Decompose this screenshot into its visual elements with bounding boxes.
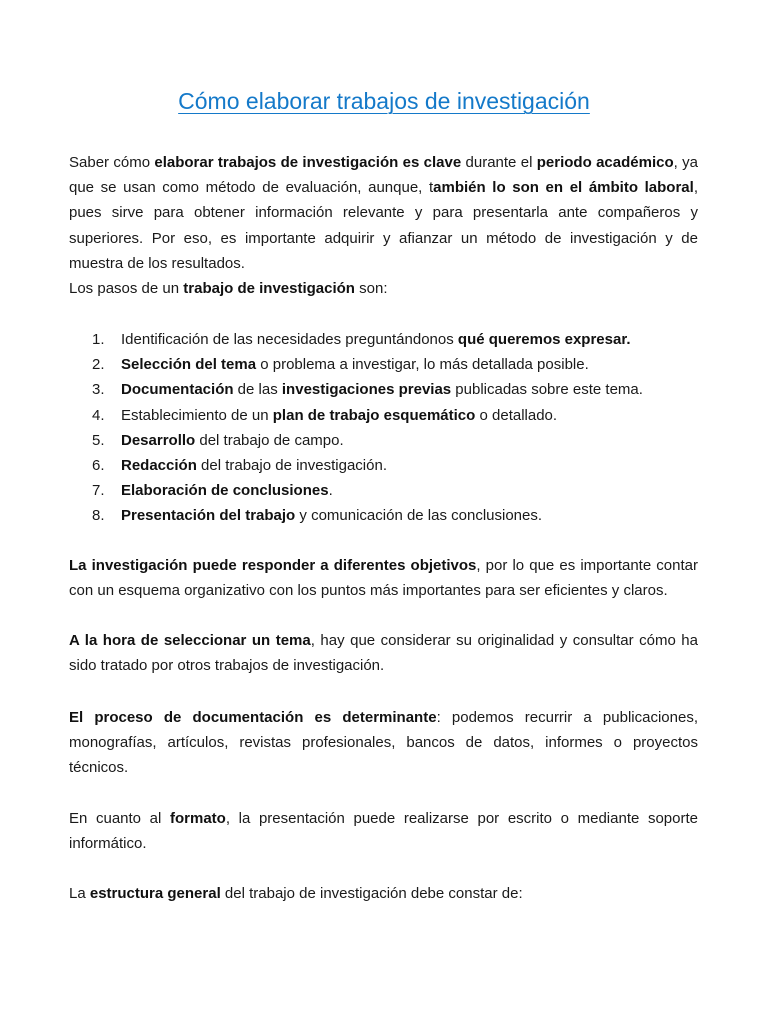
intro-paragraph (69, 150, 698, 276)
list-item-bold: Presentación del trabajo (121, 507, 296, 525)
list-item-bold: Selección del tema (121, 356, 257, 374)
list-item-text: del trabajo de campo. (195, 431, 344, 449)
format-text-2: , la presentación puede realizarse por escrito o mediante soporte informático. (69, 810, 698, 853)
list-item-text: Establecimiento de un (121, 406, 273, 424)
steps-list (69, 327, 698, 529)
list-item-number: 4. (92, 406, 105, 424)
list-item-number: 6. (92, 457, 105, 475)
steps-intro-bold: trabajo de investigación (183, 280, 355, 297)
list-item-number: 8. (92, 507, 105, 525)
documentation-paragraph (69, 705, 698, 781)
list-item (69, 453, 698, 478)
list-item (69, 428, 698, 453)
list-item-bold: plan de trabajo esquemático (272, 406, 476, 424)
list-item-bold: Desarrollo (121, 431, 196, 449)
intro-text-2: durante el (461, 154, 537, 171)
topic-text: , hay que considerar su originalidad y consultar cómo ha sido tratado por otros trabajos de investigación. (69, 632, 698, 675)
structure-text-1: La (69, 885, 90, 902)
format-paragraph (69, 806, 698, 856)
list-item-number: 7. (92, 482, 105, 500)
list-item-text: Identificación de las necesidades preguntándonos (121, 331, 458, 348)
format-text-1: En cuanto al (69, 810, 170, 827)
documentation-bold: El proceso de documentación es determinante (69, 709, 437, 726)
objectives-bold: La investigación puede responder a diferentes objetivos (69, 557, 477, 574)
steps-intro-paragraph (69, 276, 698, 301)
objectives-text: , por lo que es importante contar con un esquema organizativo con los puntos más importantes para ser eficientes y claros. (69, 557, 698, 600)
intro-text-3: , ya que se usan como método de evaluación, aunque, t (69, 154, 698, 197)
format-bold: formato (169, 810, 226, 827)
structure-paragraph (69, 881, 698, 906)
list-item-bold: qué queremos expresar. (457, 331, 631, 348)
list-item (69, 478, 698, 503)
intro-bold-1: elaborar trabajos de investigación es clave (154, 154, 462, 171)
topic-bold: A la hora de seleccionar un tema (69, 632, 311, 649)
list-item-bold: Documentación (121, 381, 234, 399)
steps-intro-text-1: Los pasos de un (69, 280, 184, 297)
intro-text-4: , pues sirve para obtener información relevante y para presentarla ante compañeros y superiores. Por eso, es importante adquirir y afianzar un método de investigación y de muestra de los resultados. (69, 179, 698, 272)
steps-intro-text-2: son: (354, 280, 388, 297)
topic-paragraph (69, 628, 698, 678)
list-item-text: . (328, 482, 333, 500)
list-item-text: y comunicación de las conclusiones. (295, 507, 543, 525)
intro-bold-3: ambién lo son en el ámbito laboral (433, 179, 694, 197)
list-item-number: 1. (92, 331, 105, 348)
list-item (69, 352, 698, 377)
list-item-number: 2. (92, 356, 105, 374)
list-item-number: 3. (92, 381, 105, 399)
intro-bold-2: periodo académico (536, 154, 674, 171)
list-item-bold: investigaciones previas (281, 381, 452, 399)
list-item (69, 503, 698, 528)
objectives-paragraph (69, 553, 698, 603)
list-item-bold: Redacción (121, 457, 197, 475)
structure-text-2: del trabajo de investigación debe constar de: (220, 885, 523, 902)
list-item-text: publicadas sobre este tema. (451, 381, 643, 399)
list-item-number: 5. (92, 431, 105, 449)
list-item-text: de las (233, 381, 282, 399)
list-item-bold: Elaboración de conclusiones (121, 482, 329, 500)
list-item-text: del trabajo de investigación. (196, 457, 387, 475)
documentation-text: : podemos recurrir a publicaciones, monografías, artículos, revistas profesionales, bancos de datos, informes o proyectos técnicos. (69, 709, 698, 777)
document-title: Cómo elaborar trabajos de investigación (178, 88, 590, 114)
list-item-text: o detallado. (475, 406, 558, 424)
list-item-text: o problema a investigar, lo más detallada posible. (256, 356, 589, 374)
structure-bold: estructura general (89, 885, 221, 902)
intro-text-1: Saber cómo (69, 154, 155, 171)
list-item (69, 327, 698, 352)
list-item (69, 377, 698, 402)
list-item (69, 403, 698, 428)
